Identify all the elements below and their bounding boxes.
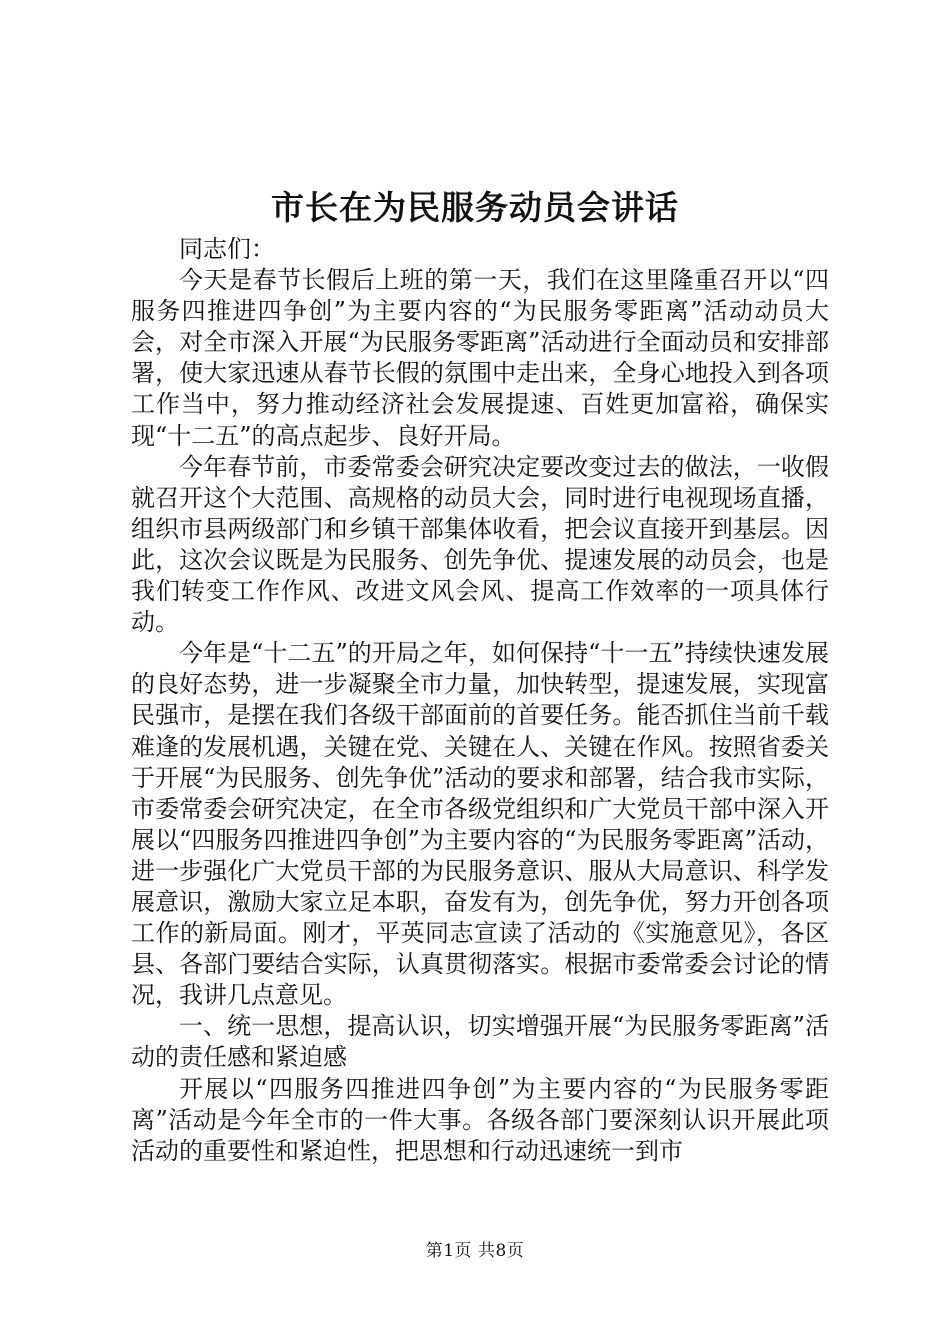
paragraph-3: 今年是“十二五”的开局之年，如何保持“十一五”持续快速发展的良好态势，进一步凝聚全市力量，加快转型，提速发展，实现富民强市，是摆在我们各级干部面前的首要任务。能否抓住当前千载难逢的发展机遇，关键在党、关键在人、关键在作风。按照省委关于开展“为民服务、创先争优”活动的要求和部署，结合我市实际，市委常委会研究决定，在全市各级党组织和广大党员干部中深入开展以“四服务四推进四争创”为主要内容的“为民服务零距离”活动，进一步强化广大党员干部的为民服务意识、服从大局意识、科学发展意识，激励大家立足本职，奋发有为，创先争优，努力开创各项工作的新局面。刚才，平英同志宣读了活动的《实施意见》，各区县、各部门要结合实际，认真贯彻落实。根据市委常委会讨论的情况，我讲几点意见。 xyxy=(131,639,829,1010)
paragraph-greeting: 同志们： xyxy=(179,235,275,263)
document-title: 市长在为民服务动员会讲话 xyxy=(271,188,679,227)
page-number-footer: 第1页 共8页 xyxy=(425,1241,525,1261)
document-body xyxy=(131,234,829,1167)
section-heading-1: 一、统一思想，提高认识，切实增强开展“为民服务零距离”活动的责任感和紧迫感 xyxy=(131,1012,829,1072)
paragraph-4: 开展以“四服务四推进四争创”为主要内容的“为民服务零距离”活动是今年全市的一件大事。各级各部门要深刻认识开展此项活动的重要性和紧迫性，把思想和行动迅速统一到市 xyxy=(131,1074,829,1165)
paragraph-2: 今年春节前，市委常委会研究决定要改变过去的做法，一收假就召开这个大范围、高规格的动员大会，同时进行电视现场直播，组织市县两级部门和乡镇干部集体收看，把会议直接开到基层。因此，这次会议既是为民服务、创先争优、提速发展的动员会，也是我们转变工作作风、改进文风会风、提高工作效率的一项具体行动。 xyxy=(131,452,829,637)
paragraph-1: 今天是春节长假后上班的第一天，我们在这里隆重召开以“四服务四推进四争创”为主要内容的“为民服务零距离”活动动员大会，对全市深入开展“为民服务零距离”活动进行全面动员和安排部署，使大家迅速从春节长假的氛围中走出来，全身心地投入到各项工作当中，努力推动经济社会发展提速、百姓更加富裕，确保实现“十二五”的高点起步、良好开局。 xyxy=(131,266,829,450)
